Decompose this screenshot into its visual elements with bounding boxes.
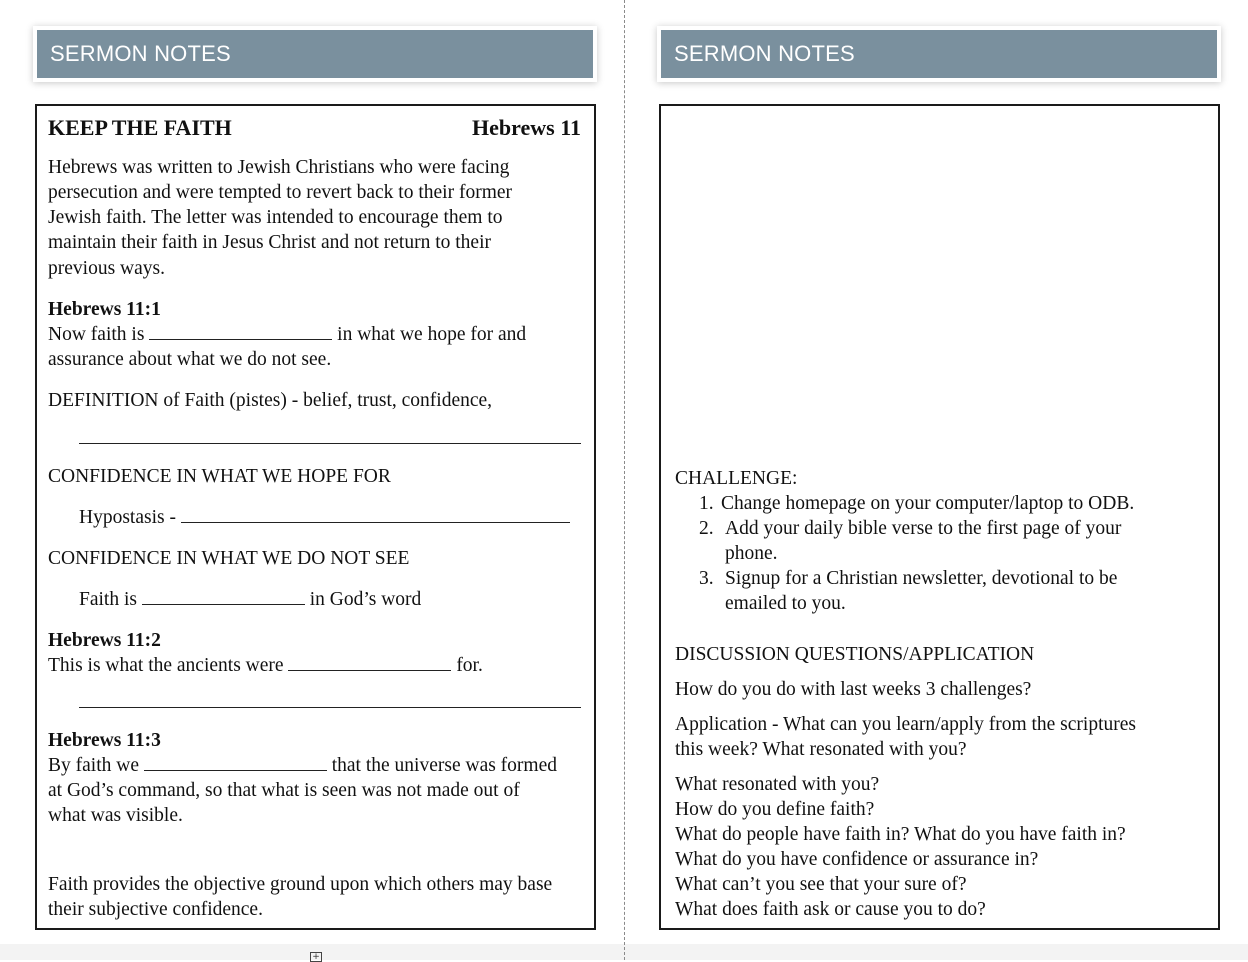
intro-line: Hebrews was written to Jewish Christians who were facing xyxy=(48,157,510,178)
question: What resonated with you? xyxy=(675,774,880,795)
question: What does faith ask or cause you to do? xyxy=(675,899,986,920)
fill-blank xyxy=(144,754,327,771)
section1-line2: assurance about what we do not see. xyxy=(48,349,332,370)
definition-line: DEFINITION of Faith (pistes) - belief, trust, confidence, xyxy=(48,390,493,411)
challenge-item: Add your daily bible verse to the first page of your xyxy=(725,518,1122,539)
discussion-heading: DISCUSSION QUESTIONS/APPLICATION xyxy=(675,644,1035,665)
challenge-number: 3. xyxy=(699,568,714,589)
challenge-item: phone. xyxy=(725,543,778,564)
faith-is-line xyxy=(79,587,421,612)
right-notes-box xyxy=(659,104,1220,930)
fill-blank xyxy=(149,323,332,340)
question: How do you define faith? xyxy=(675,799,875,820)
section1-heading: Hebrews 11:1 xyxy=(48,299,161,320)
section3-line3: what was visible. xyxy=(48,805,183,826)
intro-line: Jewish faith. The letter was intended to encourage them to xyxy=(48,207,503,228)
fill-blank xyxy=(288,654,451,671)
answer-line xyxy=(79,443,581,444)
section1-pre: Now faith is xyxy=(48,324,145,345)
faith-is-post: in God’s word xyxy=(309,589,422,610)
fill-blank xyxy=(142,588,305,605)
left-notes-box xyxy=(35,104,596,930)
section1-post: in what we hope for and xyxy=(337,324,527,345)
intro-line: maintain their faith in Jesus Christ and not return to their xyxy=(48,232,491,253)
question: What do people have faith in? What do you have faith in? xyxy=(675,824,1126,845)
application-line: Application - What can you learn/apply from the scriptures xyxy=(675,714,1136,735)
challenge-item: Change homepage on your computer/laptop to ODB. xyxy=(721,493,1135,514)
application-line: this week? What resonated with you? xyxy=(675,739,967,760)
answer-line xyxy=(79,707,581,708)
section2-line xyxy=(48,653,483,678)
sermon-title: KEEP THE FAITH xyxy=(48,115,232,140)
question: What can’t you see that your sure of? xyxy=(675,874,967,895)
section3-heading: Hebrews 11:3 xyxy=(48,730,161,751)
hypostasis-line xyxy=(79,505,570,530)
page-divider xyxy=(624,0,625,960)
closing-line: Faith provides the objective ground upon which others may base xyxy=(48,874,553,895)
section1-line1 xyxy=(48,322,526,347)
question: What do you have confidence or assurance in? xyxy=(675,849,1039,870)
hope-heading: CONFIDENCE IN WHAT WE HOPE FOR xyxy=(48,466,391,487)
not-see-heading: CONFIDENCE IN WHAT WE DO NOT SEE xyxy=(48,548,410,569)
section3-post: that the universe was formed xyxy=(331,755,557,776)
question: How do you do with last weeks 3 challenges? xyxy=(675,679,1032,700)
challenge-number: 2. xyxy=(699,518,714,539)
challenge-number: 1. xyxy=(699,493,714,514)
hypostasis-label: Hypostasis - xyxy=(79,507,176,528)
challenge-heading: CHALLENGE: xyxy=(675,468,798,489)
section3-line1 xyxy=(48,753,557,778)
section2-pre: This is what the ancients were xyxy=(48,655,284,676)
closing-line: their subjective confidence. xyxy=(48,899,263,920)
right-banner: SERMON NOTES xyxy=(661,30,1217,78)
add-page-icon[interactable]: + xyxy=(310,952,322,962)
section3-line2: at God’s command, so that what is seen was not made out of xyxy=(48,780,520,801)
challenge-item: emailed to you. xyxy=(725,593,846,614)
fill-blank xyxy=(181,506,570,523)
sermon-reference: Hebrews 11 xyxy=(472,115,581,140)
intro-line: persecution and were tempted to revert back to their former xyxy=(48,182,513,203)
section3-pre: By faith we xyxy=(48,755,139,776)
intro-line: previous ways. xyxy=(48,258,165,279)
section2-heading: Hebrews 11:2 xyxy=(48,630,161,651)
challenge-item: Signup for a Christian newsletter, devotional to be xyxy=(725,568,1118,589)
section2-post: for. xyxy=(456,655,483,676)
faith-is-pre: Faith is xyxy=(79,589,137,610)
left-banner: SERMON NOTES xyxy=(37,30,593,78)
